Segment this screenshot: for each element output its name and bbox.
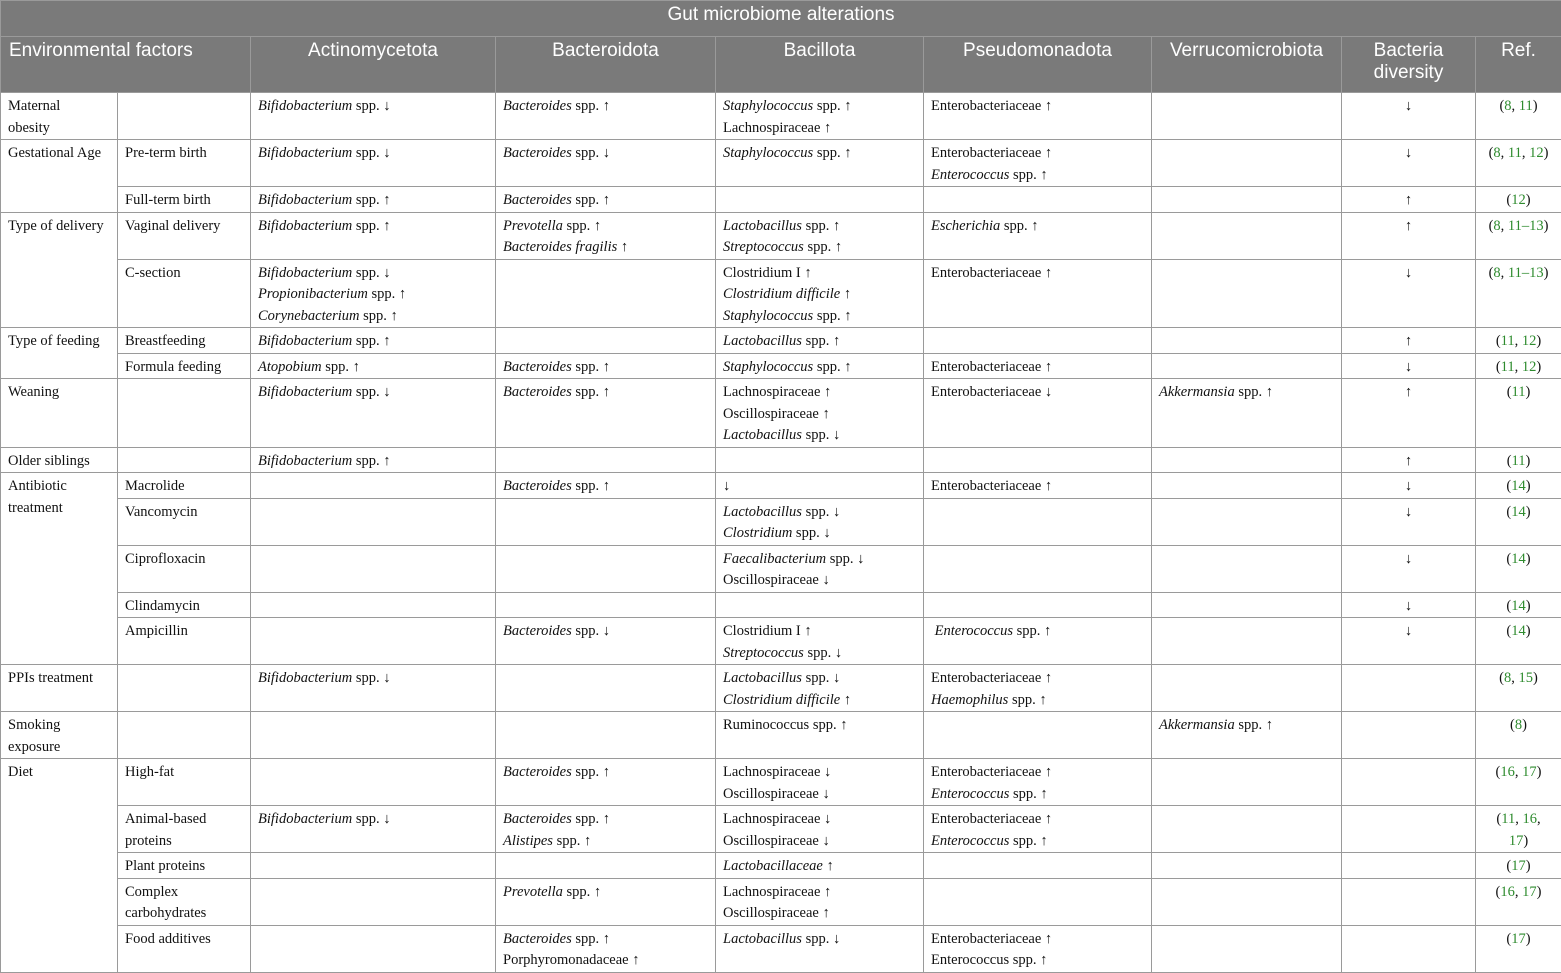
pseudo-cell: Enterobacteriaceae ↑ bbox=[924, 473, 1152, 499]
bacteroid-cell: Bacteroides spp. ↑ bbox=[496, 473, 716, 499]
pseudo-cell: Enterobacteriaceae ↑ Enterococcus spp. ↑ bbox=[924, 140, 1152, 187]
bacillota-cell bbox=[716, 447, 924, 473]
group-cell: Older siblings bbox=[1, 447, 118, 473]
verruco-cell bbox=[1152, 618, 1342, 665]
sub-cell: Ampicillin bbox=[118, 618, 251, 665]
sub-cell: Food additives bbox=[118, 925, 251, 972]
diversity-cell: ↓ bbox=[1342, 93, 1476, 140]
pseudo-cell: Enterobacteriaceae ↑ bbox=[924, 259, 1152, 328]
diversity-cell: ↑ bbox=[1342, 447, 1476, 473]
bacillota-cell bbox=[716, 187, 924, 213]
sub-cell: High-fat bbox=[118, 759, 251, 806]
ref-cell: (11, 12) bbox=[1476, 328, 1561, 354]
bacteroid-cell: Prevotella spp. ↑ Bacteroides fragilis ↑ bbox=[496, 212, 716, 259]
diversity-cell: ↓ bbox=[1342, 618, 1476, 665]
bacteroid-cell: Bacteroides spp. ↓ bbox=[496, 140, 716, 187]
actino-cell: Atopobium spp. ↑ bbox=[251, 353, 496, 379]
pseudo-cell: Enterobacteriaceae ↑ Enterococcus spp. ↑ bbox=[924, 925, 1152, 972]
pseudo-cell bbox=[924, 545, 1152, 592]
bacillota-cell: Lactobacillus spp. ↓ Clostridium spp. ↓ bbox=[716, 498, 924, 545]
verruco-cell bbox=[1152, 473, 1342, 499]
sub-cell: Vancomycin bbox=[118, 498, 251, 545]
bacillota-cell: Staphylococcus spp. ↑ bbox=[716, 140, 924, 187]
table-row bbox=[1, 473, 1561, 499]
sub-cell bbox=[118, 712, 251, 759]
sub-cell bbox=[118, 379, 251, 448]
sub-cell bbox=[118, 665, 251, 712]
bacillota-cell: Lactobacillus spp. ↑ Streptococcus spp. ↑ bbox=[716, 212, 924, 259]
actino-cell: Bifidobacterium spp. ↓ bbox=[251, 665, 496, 712]
sub-cell: C-section bbox=[118, 259, 251, 328]
diversity-cell: ↓ bbox=[1342, 545, 1476, 592]
table-row bbox=[1, 759, 1561, 806]
diversity-cell: ↑ bbox=[1342, 328, 1476, 354]
sub-cell: Formula feeding bbox=[118, 353, 251, 379]
bacillota-cell: Clostridium I ↑ Clostridium difficile ↑ Staphylococcus spp. ↑ bbox=[716, 259, 924, 328]
ref-cell: (8) bbox=[1476, 712, 1561, 759]
pseudo-cell: Escherichia spp. ↑ bbox=[924, 212, 1152, 259]
diversity-cell bbox=[1342, 806, 1476, 853]
ref-cell: (14) bbox=[1476, 592, 1561, 618]
sub-cell: Animal-based proteins bbox=[118, 806, 251, 853]
actino-cell: Bifidobacterium spp. ↓ bbox=[251, 93, 496, 140]
table-row bbox=[1, 353, 1561, 379]
verruco-cell bbox=[1152, 925, 1342, 972]
actino-cell: Bifidobacterium spp. ↑ bbox=[251, 212, 496, 259]
bacteroid-cell bbox=[496, 712, 716, 759]
bacillota-cell: Lachnospiraceae ↑ Oscillospiraceae ↑ Lactobacillus spp. ↓ bbox=[716, 379, 924, 448]
actino-cell bbox=[251, 878, 496, 925]
header-bacillota: Bacillota bbox=[716, 37, 924, 93]
header-actinomycetota: Actinomycetota bbox=[251, 37, 496, 93]
diversity-cell: ↑ bbox=[1342, 212, 1476, 259]
header-bacteroidota: Bacteroidota bbox=[496, 37, 716, 93]
bacteroid-cell: Prevotella spp. ↑ bbox=[496, 878, 716, 925]
diversity-cell: ↓ bbox=[1342, 353, 1476, 379]
table-row bbox=[1, 93, 1561, 140]
verruco-cell bbox=[1152, 93, 1342, 140]
pseudo-cell bbox=[924, 853, 1152, 879]
bacillota-cell: Lachnospiraceae ↓ Oscillospiraceae ↓ bbox=[716, 806, 924, 853]
verruco-cell bbox=[1152, 498, 1342, 545]
table-row bbox=[1, 806, 1561, 853]
sub-cell: Vaginal delivery bbox=[118, 212, 251, 259]
diversity-cell: ↓ bbox=[1342, 592, 1476, 618]
bacteroid-cell: Bacteroides spp. ↑ bbox=[496, 379, 716, 448]
group-cell: PPIs treatment bbox=[1, 665, 118, 712]
group-cell: Gestational Age bbox=[1, 140, 118, 213]
bacillota-cell: Clostridium I ↑ Streptococcus spp. ↓ bbox=[716, 618, 924, 665]
bacillota-cell: Lachnospiraceae ↓ Oscillospiraceae ↓ bbox=[716, 759, 924, 806]
verruco-cell: Akkermansia spp. ↑ bbox=[1152, 712, 1342, 759]
actino-cell bbox=[251, 545, 496, 592]
sub-cell bbox=[118, 93, 251, 140]
bacillota-cell: Staphylococcus spp. ↑ Lachnospiraceae ↑ bbox=[716, 93, 924, 140]
table-row bbox=[1, 212, 1561, 259]
bacteroid-cell bbox=[496, 498, 716, 545]
pseudo-cell bbox=[924, 592, 1152, 618]
verruco-cell bbox=[1152, 665, 1342, 712]
ref-cell: (8, 11) bbox=[1476, 93, 1561, 140]
ref-cell: (14) bbox=[1476, 545, 1561, 592]
header-verrucomicrobiota: Verrucomicrobiota bbox=[1152, 37, 1342, 93]
verruco-cell: Akkermansia spp. ↑ bbox=[1152, 379, 1342, 448]
diversity-cell: ↓ bbox=[1342, 473, 1476, 499]
verruco-cell bbox=[1152, 592, 1342, 618]
verruco-cell bbox=[1152, 759, 1342, 806]
ref-cell: (8, 11, 12) bbox=[1476, 140, 1561, 187]
ref-cell: (11, 12) bbox=[1476, 353, 1561, 379]
sub-cell: Breastfeeding bbox=[118, 328, 251, 354]
bacteroid-cell: Bacteroides spp. ↑ bbox=[496, 187, 716, 213]
bacteroid-cell: Bacteroides spp. ↑ Alistipes spp. ↑ bbox=[496, 806, 716, 853]
table-row bbox=[1, 259, 1561, 328]
ref-cell: (8, 15) bbox=[1476, 665, 1561, 712]
diversity-cell: ↓ bbox=[1342, 498, 1476, 545]
diversity-cell bbox=[1342, 712, 1476, 759]
verruco-cell bbox=[1152, 353, 1342, 379]
bacteroid-cell: Bacteroides spp. ↑ bbox=[496, 759, 716, 806]
actino-cell bbox=[251, 592, 496, 618]
table-row bbox=[1, 592, 1561, 618]
bacillota-cell: Staphylococcus spp. ↑ bbox=[716, 353, 924, 379]
bacillota-cell: Lactobacillus spp. ↑ bbox=[716, 328, 924, 354]
pseudo-cell: Enterobacteriaceae ↑ Enterococcus spp. ↑ bbox=[924, 806, 1152, 853]
bacillota-cell: Lactobacillus spp. ↓ bbox=[716, 925, 924, 972]
group-cell: Antibiotic treatment bbox=[1, 473, 118, 665]
ref-cell: (11) bbox=[1476, 447, 1561, 473]
table-row bbox=[1, 447, 1561, 473]
bacteroid-cell: Bacteroides spp. ↑ bbox=[496, 353, 716, 379]
table-row bbox=[1, 878, 1561, 925]
bacteroid-cell bbox=[496, 328, 716, 354]
ref-cell: (17) bbox=[1476, 925, 1561, 972]
group-cell: Smoking exposure bbox=[1, 712, 118, 759]
bacteroid-cell: Bacteroides spp. ↓ bbox=[496, 618, 716, 665]
actino-cell bbox=[251, 618, 496, 665]
sub-cell bbox=[118, 447, 251, 473]
actino-cell bbox=[251, 498, 496, 545]
table-row bbox=[1, 925, 1561, 972]
actino-cell bbox=[251, 759, 496, 806]
diversity-cell: ↑ bbox=[1342, 379, 1476, 448]
group-cell: Type of delivery bbox=[1, 212, 118, 328]
pseudo-cell: Enterobacteriaceae ↑ Enterococcus spp. ↑ bbox=[924, 759, 1152, 806]
bacillota-cell: Ruminococcus spp. ↑ bbox=[716, 712, 924, 759]
header-pseudomonadota: Pseudomonadota bbox=[924, 37, 1152, 93]
diversity-cell: ↓ bbox=[1342, 140, 1476, 187]
ref-cell: (14) bbox=[1476, 618, 1561, 665]
sub-cell: Macrolide bbox=[118, 473, 251, 499]
actino-cell: Bifidobacterium spp. ↓ bbox=[251, 379, 496, 448]
diversity-cell: ↓ bbox=[1342, 259, 1476, 328]
group-cell: Weaning bbox=[1, 379, 118, 448]
verruco-cell bbox=[1152, 806, 1342, 853]
table-row bbox=[1, 498, 1561, 545]
table-row bbox=[1, 187, 1561, 213]
bacillota-cell: ↓ bbox=[716, 473, 924, 499]
verruco-cell bbox=[1152, 853, 1342, 879]
verruco-cell bbox=[1152, 545, 1342, 592]
bacteroid-cell: Bacteroides spp. ↑ bbox=[496, 93, 716, 140]
header-ref: Ref. bbox=[1476, 37, 1561, 93]
header-bacteria-diversity: Bacteria diversity bbox=[1342, 37, 1476, 93]
header-environmental-factors: Environmental factors bbox=[1, 37, 251, 93]
pseudo-cell bbox=[924, 187, 1152, 213]
table-row bbox=[1, 665, 1561, 712]
bacteroid-cell bbox=[496, 665, 716, 712]
pseudo-cell: Enterobacteriaceae ↑ Haemophilus spp. ↑ bbox=[924, 665, 1152, 712]
pseudo-cell bbox=[924, 498, 1152, 545]
bacillota-cell: Lactobacillus spp. ↓ Clostridium difficile ↑ bbox=[716, 665, 924, 712]
group-cell: Maternal obesity bbox=[1, 93, 118, 140]
actino-cell bbox=[251, 473, 496, 499]
verruco-cell bbox=[1152, 878, 1342, 925]
bacteroid-cell bbox=[496, 853, 716, 879]
verruco-cell bbox=[1152, 212, 1342, 259]
table-row bbox=[1, 712, 1561, 759]
actino-cell: Bifidobacterium spp. ↑ bbox=[251, 187, 496, 213]
bacillota-cell: Lachnospiraceae ↑ Oscillospiraceae ↑ bbox=[716, 878, 924, 925]
table-row bbox=[1, 545, 1561, 592]
bacteroid-cell: Bacteroides spp. ↑ Porphyromonadaceae ↑ bbox=[496, 925, 716, 972]
ref-cell: (16, 17) bbox=[1476, 878, 1561, 925]
diversity-cell: ↑ bbox=[1342, 187, 1476, 213]
bacteroid-cell bbox=[496, 592, 716, 618]
ref-cell: (14) bbox=[1476, 498, 1561, 545]
pseudo-cell: Enterobacteriaceae ↓ bbox=[924, 379, 1152, 448]
pseudo-cell: Enterococcus spp. ↑ bbox=[924, 618, 1152, 665]
ref-cell: (14) bbox=[1476, 473, 1561, 499]
actino-cell bbox=[251, 712, 496, 759]
bacillota-cell bbox=[716, 592, 924, 618]
actino-cell bbox=[251, 853, 496, 879]
ref-cell: (16, 17) bbox=[1476, 759, 1561, 806]
pseudo-cell: Enterobacteriaceae ↑ bbox=[924, 353, 1152, 379]
pseudo-cell bbox=[924, 712, 1152, 759]
ref-cell: (11, 16, 17) bbox=[1476, 806, 1561, 853]
sub-cell: Complex carbohydrates bbox=[118, 878, 251, 925]
pseudo-cell bbox=[924, 878, 1152, 925]
actino-cell: Bifidobacterium spp. ↓ bbox=[251, 140, 496, 187]
ref-cell: (8, 11–13) bbox=[1476, 259, 1561, 328]
sub-cell: Clindamycin bbox=[118, 592, 251, 618]
table-row bbox=[1, 379, 1561, 448]
sub-cell: Full-term birth bbox=[118, 187, 251, 213]
bacteroid-cell bbox=[496, 259, 716, 328]
verruco-cell bbox=[1152, 187, 1342, 213]
pseudo-cell bbox=[924, 328, 1152, 354]
actino-cell: Bifidobacterium spp. ↑ bbox=[251, 328, 496, 354]
ref-cell: (8, 11–13) bbox=[1476, 212, 1561, 259]
bacteroid-cell bbox=[496, 447, 716, 473]
sub-cell: Ciprofloxacin bbox=[118, 545, 251, 592]
table-row bbox=[1, 328, 1561, 354]
ref-cell: (12) bbox=[1476, 187, 1561, 213]
table-row bbox=[1, 140, 1561, 187]
verruco-cell bbox=[1152, 259, 1342, 328]
ref-cell: (11) bbox=[1476, 379, 1561, 448]
bacillota-cell: Faecalibacterium spp. ↓ Oscillospiraceae ↓ bbox=[716, 545, 924, 592]
table-row bbox=[1, 618, 1561, 665]
verruco-cell bbox=[1152, 328, 1342, 354]
bacteroid-cell bbox=[496, 545, 716, 592]
actino-cell: Bifidobacterium spp. ↑ bbox=[251, 447, 496, 473]
actino-cell bbox=[251, 925, 496, 972]
table-title: Gut microbiome alterations bbox=[1, 1, 1561, 37]
actino-cell: Bifidobacterium spp. ↓ Propionibacterium spp. ↑ Corynebacterium spp. ↑ bbox=[251, 259, 496, 328]
group-cell: Diet bbox=[1, 759, 118, 973]
sub-cell: Plant proteins bbox=[118, 853, 251, 879]
group-cell: Type of feeding bbox=[1, 328, 118, 379]
table-row bbox=[1, 853, 1561, 879]
diversity-cell bbox=[1342, 925, 1476, 972]
verruco-cell bbox=[1152, 447, 1342, 473]
bacillota-cell: Lactobacillaceae ↑ bbox=[716, 853, 924, 879]
verruco-cell bbox=[1152, 140, 1342, 187]
ref-cell: (17) bbox=[1476, 853, 1561, 879]
pseudo-cell bbox=[924, 447, 1152, 473]
sub-cell: Pre-term birth bbox=[118, 140, 251, 187]
diversity-cell bbox=[1342, 853, 1476, 879]
actino-cell: Bifidobacterium spp. ↓ bbox=[251, 806, 496, 853]
diversity-cell bbox=[1342, 759, 1476, 806]
pseudo-cell: Enterobacteriaceae ↑ bbox=[924, 93, 1152, 140]
diversity-cell bbox=[1342, 878, 1476, 925]
diversity-cell bbox=[1342, 665, 1476, 712]
